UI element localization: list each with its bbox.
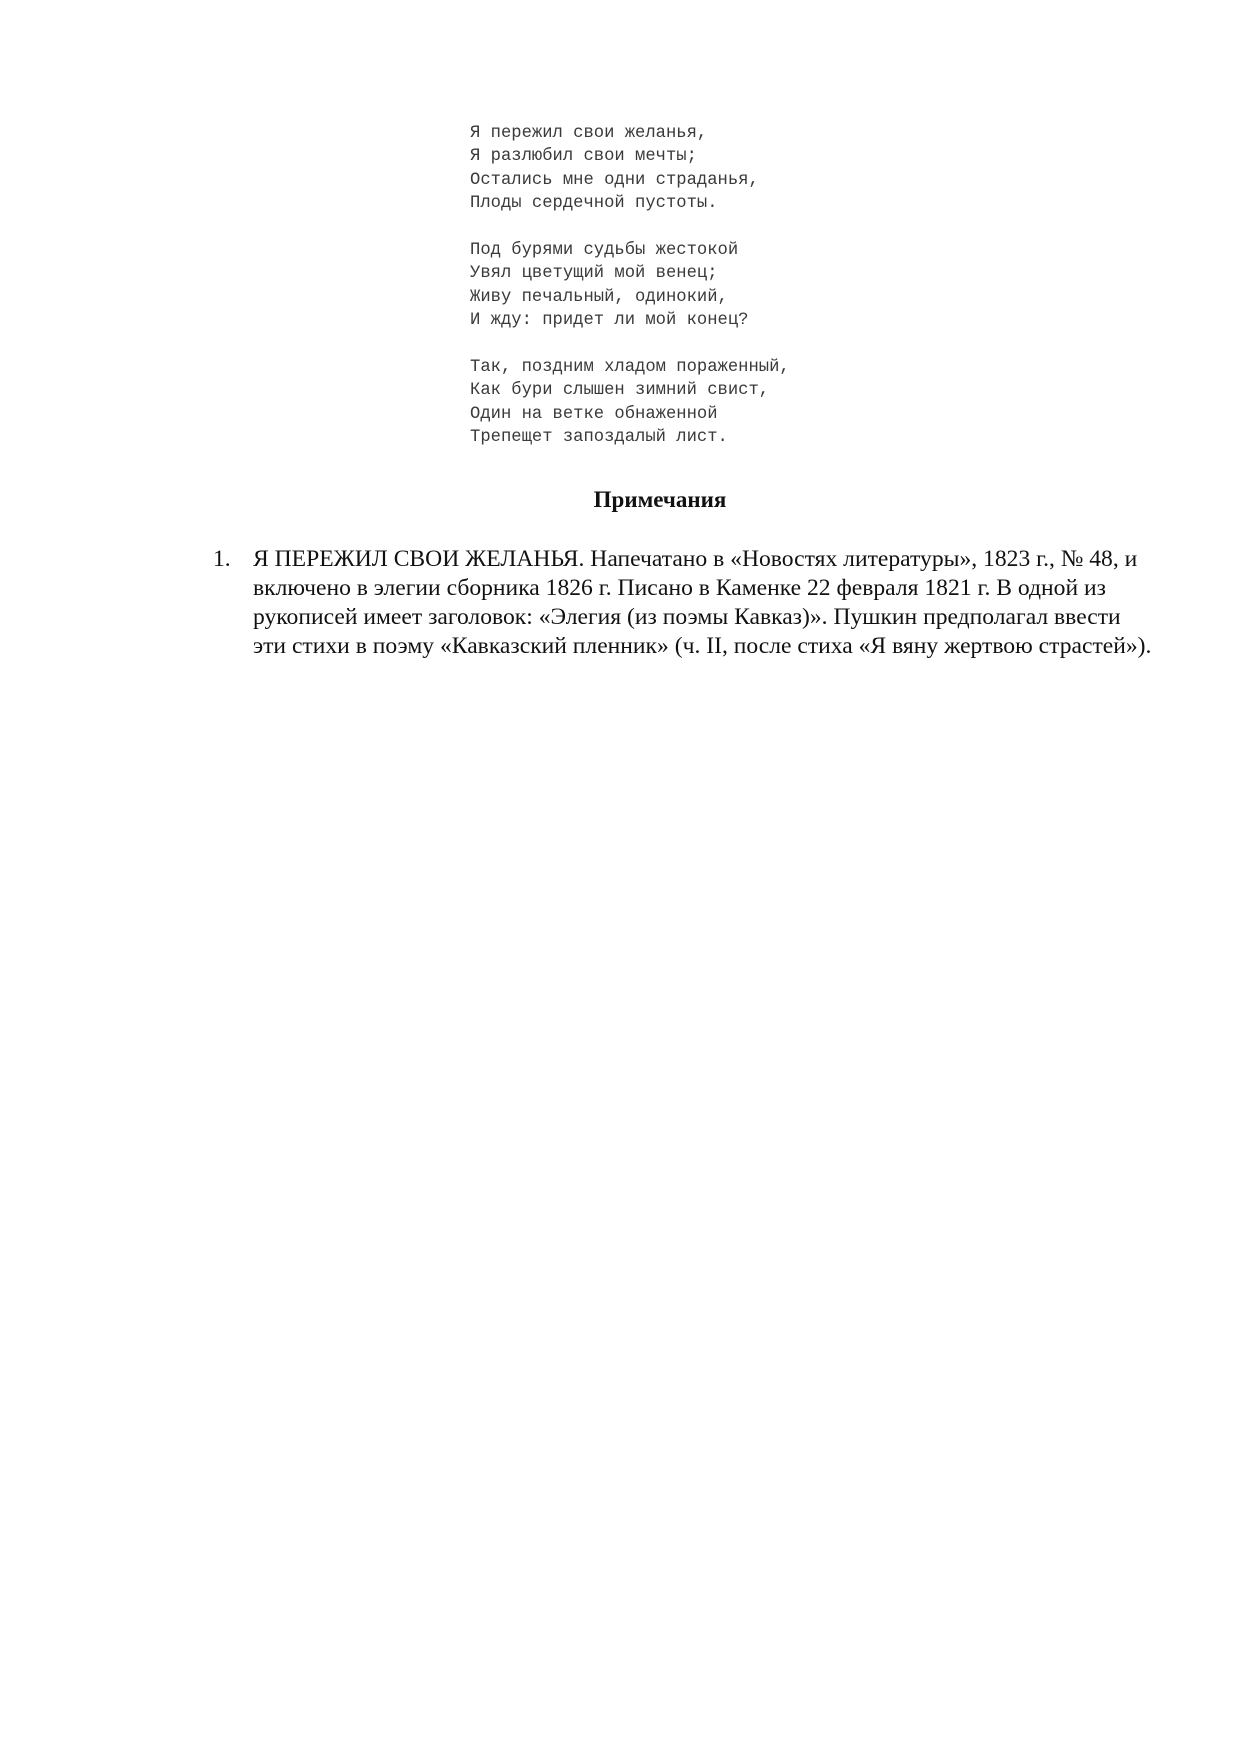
poem-line: Под бурями судьбы жестокой — [470, 241, 739, 261]
poem-line: Увял цветущий мой венец; — [470, 264, 718, 284]
note-text: Я ПЕРЕЖИЛ СВОИ ЖЕЛАНЬЯ. Напечатано в «Новостях литературы», 1823 г., № 48, и включено в элегии сборника 1826 г. Писано в Каменке 22 февраля 1821 г. В одной из рукописей имеет заголовок: «Элегия (из поэмы Кавказ)». Пушкин предполагал ввести эти стихи в поэму «Кавказский пленник» (ч. II, после стиха «Я вяну жертвою страстей»). — [253, 546, 1152, 659]
poem-line: Трепещет запоздалый лист. — [470, 428, 728, 448]
poem-stanza-1 — [470, 122, 990, 216]
poem-stanza-3 — [470, 356, 990, 450]
poem-line: Плоды сердечной пустоты. — [470, 194, 718, 214]
poem-line: И жду: придет ли мой конец? — [470, 311, 749, 331]
poem-stanza-2 — [470, 239, 990, 333]
poem-line: Остались мне одни страданья, — [470, 170, 759, 190]
note-number: 1. — [213, 546, 231, 572]
poem-line: Один на ветке обнаженной — [470, 404, 718, 424]
poem-line: Как бури слышен зимний свист, — [470, 381, 770, 401]
poem — [470, 122, 990, 450]
poem-line: Я разлюбил свои мечты; — [470, 147, 697, 167]
poem-line: Так, поздним хладом пораженный, — [470, 358, 790, 378]
poem-line: Я пережил свои желанья, — [470, 124, 708, 143]
poem-line: Живу печальный, одинокий, — [470, 287, 728, 307]
note-item — [213, 545, 1153, 661]
notes-heading: Примечания — [593, 487, 727, 512]
notes-list — [213, 545, 1153, 661]
